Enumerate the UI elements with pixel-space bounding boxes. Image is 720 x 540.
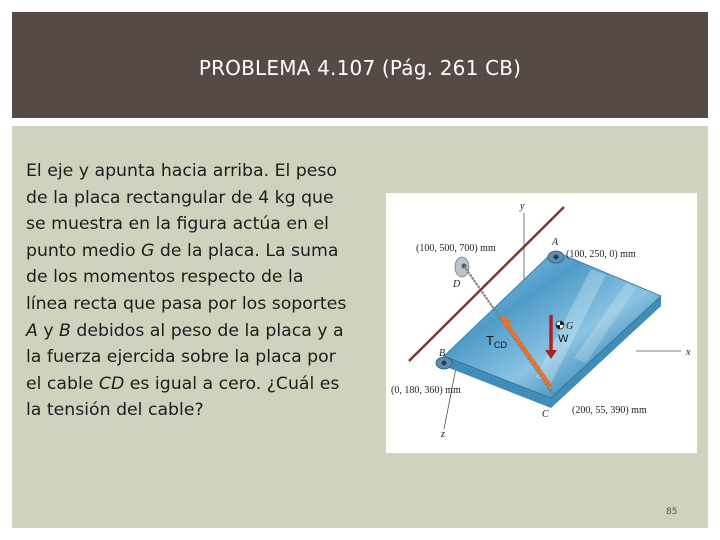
- support-a-pin: [554, 255, 559, 260]
- page-number: 85: [666, 507, 678, 517]
- problem-text: de la placa rectangular de 4 kg que: [26, 187, 334, 208]
- tension-label: $T_{CD}$: [486, 333, 507, 350]
- problem-line: [26, 344, 382, 371]
- problem-line: [26, 371, 382, 398]
- problem-text: y: [37, 320, 60, 341]
- problem-statement: [26, 158, 382, 424]
- problem-line: [26, 185, 382, 212]
- point-d-label: D: [453, 279, 461, 290]
- z-axis-label: z: [441, 429, 445, 440]
- problem-text: línea recta que pasa por los soportes: [26, 293, 347, 314]
- problem-line: [26, 238, 382, 265]
- problem-text: punto medio: [26, 240, 142, 261]
- problem-line: [26, 211, 382, 238]
- coord-d-label: (100, 500, 700) mm: [416, 243, 496, 254]
- z-axis-line: [444, 368, 456, 429]
- y-axis-label: y: [520, 201, 525, 212]
- problem-text: es igual a cero. ¿Cuál es: [124, 373, 340, 394]
- slide-title: PROBLEMA 4.107 (Pág. 261 CB): [198, 56, 522, 80]
- coord-a-label: (100, 250, 0) mm: [566, 249, 636, 260]
- problem-line: [26, 318, 382, 345]
- problem-symbol: CD: [98, 373, 125, 394]
- weight-label: W: [558, 333, 569, 345]
- problem-line: [26, 397, 382, 424]
- problem-symbol: G: [141, 240, 155, 261]
- plate-diagram: [386, 193, 697, 453]
- problem-text: debidos al peso de la placa y a: [70, 320, 344, 341]
- problem-line: [26, 291, 382, 318]
- support-b-pin: [442, 361, 447, 366]
- problem-text: la fuerza ejercida sobre la placa por: [26, 347, 336, 368]
- problem-text: el cable: [26, 373, 99, 394]
- point-g-label: G: [566, 321, 574, 332]
- problem-line: [26, 158, 382, 185]
- problem-line: [26, 264, 382, 291]
- point-b-label: B: [439, 348, 446, 359]
- problem-text: El eje y apunta hacia arriba. El peso: [26, 161, 337, 181]
- point-a-label: A: [552, 237, 559, 248]
- problem-text: de la placa. La suma: [154, 240, 339, 261]
- problem-text: se muestra en la figura actúa en el: [26, 214, 329, 235]
- coord-c-label: (200, 55, 390) mm: [572, 405, 647, 416]
- point-c-label: C: [542, 409, 549, 420]
- coord-b-label: (0, 180, 360) mm: [391, 385, 461, 396]
- problem-symbol: B: [59, 320, 71, 341]
- problem-text: de los momentos respecto de la: [26, 267, 304, 288]
- problem-figure: [386, 193, 697, 453]
- x-axis-label: x: [686, 347, 691, 358]
- problem-symbol: A: [26, 320, 38, 341]
- problem-text: la tensión del cable?: [26, 400, 204, 421]
